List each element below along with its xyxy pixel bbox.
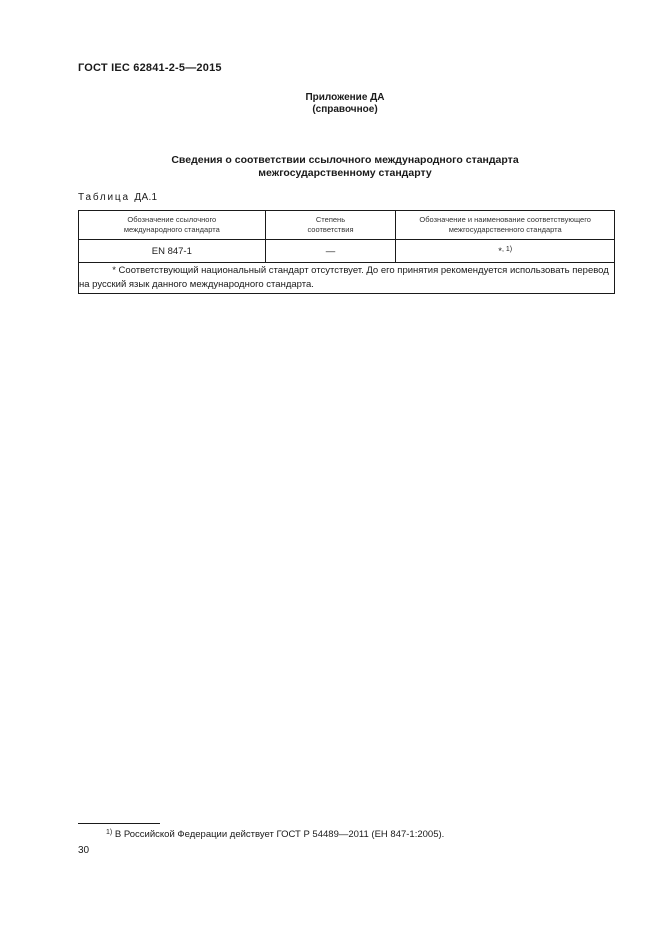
- footnote-divider: [78, 823, 160, 824]
- section-title: [0, 154, 661, 180]
- header-text: международного стандарта: [123, 225, 220, 234]
- header-text: Степень: [315, 215, 346, 224]
- annex-heading: [0, 92, 661, 116]
- document-code: ГОСТ IEC 62841-2-5—2015: [78, 62, 222, 74]
- section-title-line-1: Сведения о соответствии ссылочного международного стандарта: [171, 154, 519, 166]
- footnote-text: В Российской Федерации действует ГОСТ Р 54489—2011 (ЕН 847-1:2005).: [114, 829, 445, 840]
- cell-standard: EN 847-1: [79, 240, 266, 263]
- footnote-marker: 1): [106, 829, 113, 836]
- header-cell-interstate-standard: [396, 211, 615, 240]
- section-title-line-2: межгосударственному стандарту: [258, 167, 432, 179]
- footnote: [106, 829, 444, 840]
- header-cell-degree: [265, 211, 396, 240]
- table-note: [79, 263, 615, 294]
- cell-degree: —: [265, 240, 396, 263]
- table-caption-number: ДА.1: [134, 192, 158, 203]
- annex-subtitle: (справочное): [312, 104, 378, 115]
- table-caption: [78, 192, 157, 203]
- table-note-row: [79, 263, 615, 294]
- table-note-text: * Соответствующий национальный стандарт отсутствует. До его принятия рекомендуется использовать перевод на русский язык данного международного стандарта.: [79, 265, 609, 290]
- correspondence-table: [78, 210, 615, 294]
- cell-interstate-standard: [396, 240, 615, 263]
- header-text: соответствия: [307, 225, 354, 234]
- page-number: 30: [78, 845, 90, 856]
- table-header-row: [79, 211, 615, 240]
- table-row: [79, 240, 615, 263]
- header-text: Обозначение и наименование соответствующего: [419, 215, 591, 224]
- header-text: Обозначение ссылочного: [127, 215, 217, 224]
- annex-title: Приложение ДА: [305, 92, 385, 103]
- cell-mark: *: [498, 245, 502, 257]
- header-cell-international-standard: [79, 211, 266, 240]
- header-text: межгосударственного стандарта: [448, 225, 562, 234]
- cell-mark-sup: , 1): [501, 245, 513, 253]
- table-caption-prefix: Таблица: [78, 192, 130, 203]
